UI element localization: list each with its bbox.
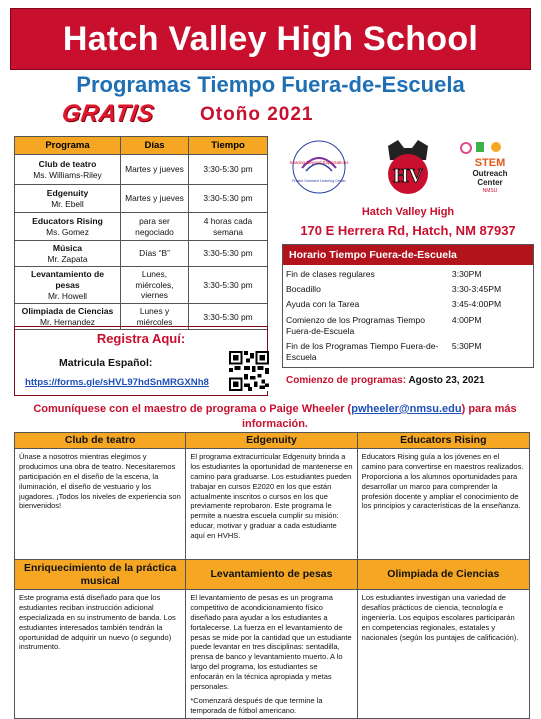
program-card-note: *Comenzará después de que termine la temporada de fútbol americano. bbox=[190, 695, 323, 715]
program-card bbox=[186, 560, 357, 718]
contact-email-link[interactable]: pwheeler@nmsu.edu bbox=[351, 403, 462, 415]
program-time: 3:30-5:30 pm bbox=[189, 267, 268, 304]
gratis-badge: GRATIS bbox=[60, 100, 156, 127]
page-subtitle: Programas Tiempo Fuera-de-Escuela bbox=[76, 72, 465, 97]
table-row bbox=[15, 185, 268, 213]
table-header-row bbox=[15, 137, 268, 155]
register-subheading: Matricula Español: bbox=[59, 357, 153, 369]
program-start bbox=[286, 375, 485, 386]
program-card-text: Educators Rising guía a los jóvenes en el camino para convertirse en maestros realizados. Proporciona a los alumnos oportunidades para desarrollar un marco para comprender la profesión docente y ampliar el conocimiento de los principios y características de la enseñanza. bbox=[361, 452, 524, 511]
start-label: Comienzo de programas: bbox=[286, 375, 407, 386]
program-time: 3:30-5:30 pm bbox=[189, 155, 268, 185]
program-card-title: Educators Rising bbox=[358, 433, 529, 449]
registration-box bbox=[14, 326, 268, 396]
column-header: Días bbox=[121, 137, 189, 155]
program-time: 3:30-5:30 pm bbox=[189, 304, 268, 330]
program-name: Música bbox=[52, 243, 83, 253]
program-card-text: Únase a nosotros mientras elegimos y producimos una obra de teatro. Necesitaremos participación en el diseño de la escena, la iluminación, el diseño de vestuario y los jugadores. ¡Todos los niveles de experiencia son bienvenidos! bbox=[19, 452, 181, 511]
start-date: Agosto 23, 2021 bbox=[408, 375, 485, 386]
program-card-text: Este programa está diseñado para que los estudiantes reciban instrucción adicional especializada en su instrumento de banda. Los estudiantes interesados también tendrán la oportunidad de adquirir un nuevo (o segundo) instrumento. bbox=[19, 593, 176, 652]
column-header: Tiempo bbox=[189, 137, 268, 155]
program-days: Lunes, miércoles, viernes bbox=[121, 267, 189, 304]
school-name: Hatch Valley High bbox=[361, 206, 455, 218]
season-label: Otoño 2021 bbox=[200, 104, 314, 125]
table-row bbox=[15, 267, 268, 304]
after-school-hours bbox=[282, 244, 534, 368]
list-item: Bocadillo 3:30-3:45PM bbox=[286, 284, 502, 295]
program-card-title: Enriquecimiento de la práctica musical bbox=[15, 560, 185, 590]
program-card-text: El programa extracurricular Edgenuity brinda a los estudiantes la oportunidad de mantenerse en camino para graduarse. Los estudiantes pueden trabajar en cursos E2020 en los que están actualmente inscritos o cursos en los que previamente reprobaron. Este programa le permite a nuestra escuela cumplir su misión: educar, motivar y graduar a cada estudiante aquí en HVHS. bbox=[190, 452, 353, 541]
program-name: Olimpiada de Ciencias bbox=[21, 306, 114, 317]
stem-logo-text: STEM bbox=[474, 157, 506, 169]
program-name: Educators Rising bbox=[32, 215, 103, 226]
outreach-logo-text: Soaring Beyond Expectations bbox=[289, 160, 349, 165]
program-teacher: Mr. Hernandez bbox=[40, 316, 95, 327]
qr-code-icon[interactable] bbox=[229, 351, 269, 391]
program-card bbox=[15, 433, 186, 559]
school-address: 170 E Herrera Rd, Hatch, NM 87937 bbox=[300, 222, 516, 238]
program-teacher: Mr. Zapata bbox=[47, 253, 88, 264]
program-card bbox=[15, 560, 186, 718]
list-item: Fin de los Programas Tiempo Fuera-de-Escuela 5:30PM bbox=[286, 340, 482, 363]
registration-link[interactable]: https://forms.gle/sHVL97hdSnMRGXNh8 bbox=[25, 377, 209, 388]
stem-outreach-logo bbox=[456, 138, 518, 200]
table-row bbox=[15, 155, 268, 185]
program-card-title: Edgenuity bbox=[186, 433, 356, 449]
program-card-text: Los estudiantes investigan una variedad de desafíos prácticos de ciencia, tecnología e ingeniería. Los equipos escolares participarán en competencias regionales, estatales y nacionales (según los puntajes de calificación). bbox=[361, 593, 519, 642]
school-info bbox=[280, 204, 536, 240]
program-days: Lunes y miércoles bbox=[121, 304, 189, 330]
register-heading: Registra Aquí: bbox=[96, 331, 186, 346]
table-row bbox=[15, 213, 268, 241]
stem-logo-line4: NMSU bbox=[482, 188, 498, 194]
program-teacher: Ms. Gomez bbox=[46, 226, 89, 237]
program-days: Días “B” bbox=[121, 241, 189, 267]
hours-heading: Horario Tiempo Fuera-de-Escuela bbox=[283, 245, 533, 265]
program-card bbox=[186, 433, 357, 559]
stem-logo-line3: Center bbox=[477, 178, 503, 187]
page-title: Hatch Valley High School bbox=[62, 19, 479, 58]
program-time: 4 horas cada semana bbox=[189, 213, 268, 241]
hv-school-logo bbox=[382, 138, 434, 198]
program-days: para ser negociado bbox=[121, 213, 189, 241]
program-days: Martes y jueves bbox=[121, 155, 189, 185]
program-schedule-table bbox=[14, 136, 268, 330]
program-time: 3:30-5:30 pm bbox=[189, 241, 268, 267]
column-header: Programa bbox=[15, 137, 121, 155]
outreach-logo-ring-text: Project Outreach Learning Center bbox=[292, 179, 346, 183]
program-card-title: Club de teatro bbox=[15, 433, 185, 449]
program-teacher: Mr. Ebell bbox=[51, 198, 84, 209]
program-name: Club de teatro bbox=[38, 158, 97, 169]
program-card bbox=[358, 560, 529, 718]
program-teacher: Ms. Williams-Riley bbox=[33, 169, 102, 180]
program-name: Edgenuity bbox=[46, 187, 89, 198]
program-time: 3:30-5:30 pm bbox=[189, 185, 268, 213]
program-card-title: Levantamiento de pesas bbox=[186, 560, 356, 590]
program-card-text: El levantamiento de pesas es un programa competitivo de acondicionamiento físico diseñado para ayudar a los estudiantes a fortalecerse. La fuerza en el levantamiento de pesas se mide por la cantidad que un estudiante puede levantar en tres disciplinas: sentadilla, prensa de banco y levantamiento muerto. A lo largo del programa, los estudiantes se enfocarán en la técnica apropiada y metas personales. bbox=[190, 593, 352, 692]
list-item: Fin de clases regulares 3:30PM bbox=[286, 269, 482, 279]
stem-logo-line2: Outreach bbox=[472, 169, 508, 178]
program-descriptions-grid bbox=[14, 432, 530, 719]
program-days: Martes y jueves bbox=[121, 185, 189, 213]
program-teacher: Mr. Howell bbox=[47, 290, 88, 301]
program-card bbox=[358, 433, 529, 559]
list-item: Comienzo de los Programas Tiempo Fuera-de-Escuela 4:00PM bbox=[286, 314, 482, 336]
hv-logo-text: HV bbox=[393, 165, 423, 187]
program-name: Levantamiento de pesas bbox=[30, 269, 105, 290]
list-item: Ayuda con la Tarea 3:45-4:00PM bbox=[286, 299, 502, 310]
table-row bbox=[15, 241, 268, 267]
outreach-center-logo bbox=[290, 138, 348, 196]
contact-line: Comuníquese con el maestro de programa o Paige Wheeler (pwheeler@nmsu.edu) para más información. bbox=[33, 403, 517, 430]
program-card-title: Olimpiada de Ciencias bbox=[358, 560, 529, 590]
title-banner bbox=[10, 8, 531, 70]
